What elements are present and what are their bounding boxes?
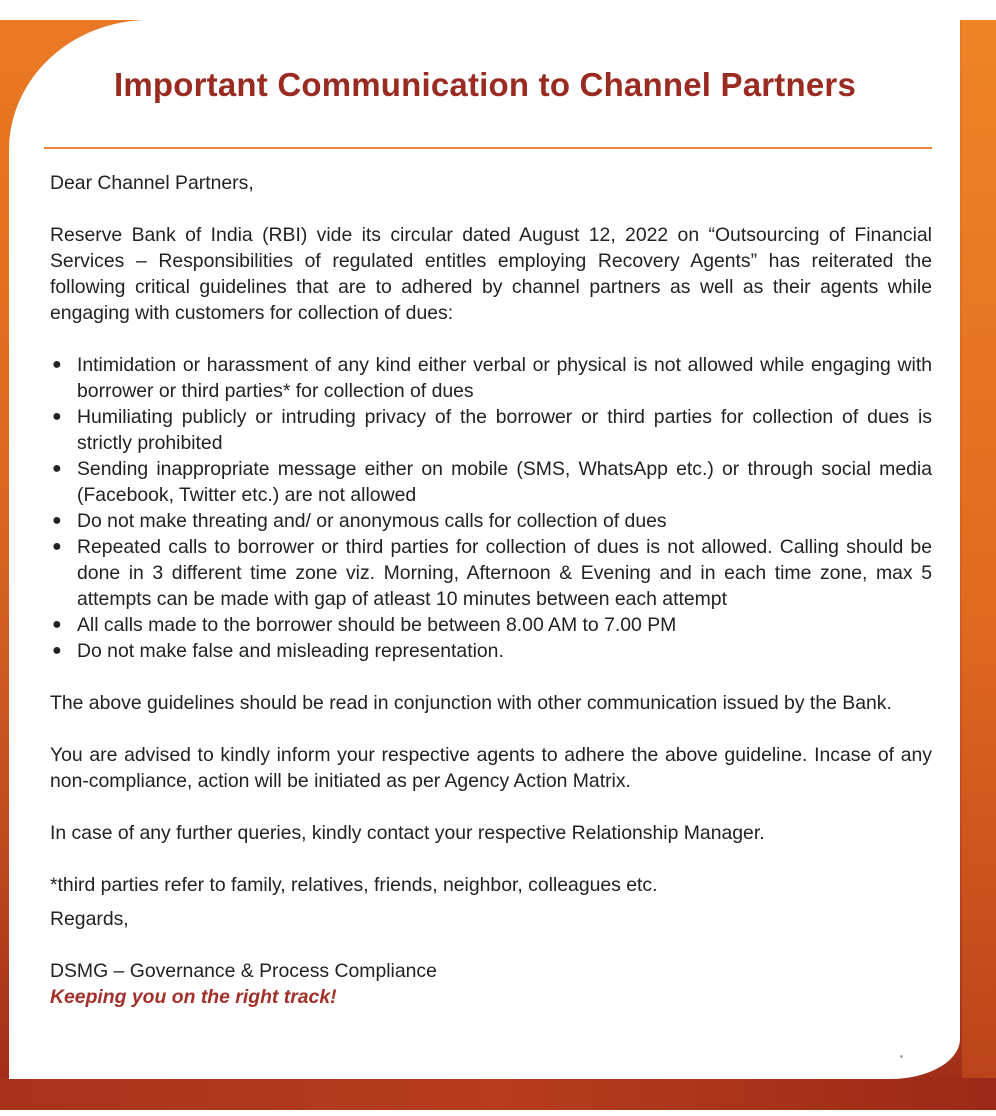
page-title: Important Communication to Channel Partners [114, 66, 856, 103]
intro-paragraph: Reserve Bank of India (RBI) vide its circular dated August 12, 2022 on “Outsourcing of Financial Services – Responsibilities of regulated entitles employing Recovery Agents” has reiterated the following critical guidelines that are to adhered by channel partners as well as their agents while engaging with customers for collection of dues: [50, 224, 932, 324]
greeting: Dear Channel Partners, [50, 172, 254, 194]
right-frame-edge [962, 0, 996, 1116]
notice-body [50, 170, 932, 1010]
bullet-icon: ● [52, 408, 62, 425]
list-item: ● Repeated calls to borrower or third parties for collection of dues is not allowed. Calling should be done in 3 different time zone viz. Morning, Afternoon & Evening and in each time zone, max 5 attempts can be made with gap of atleast 10 minutes between each attempt [52, 536, 932, 610]
conjunction-note: The above guidelines should be read in conjunction with other communication issued by the Bank. [50, 692, 892, 714]
decorative-dot [900, 1055, 903, 1058]
advice-paragraph: You are advised to kindly inform your respective agents to adhere the above guideline. Incase of any non-compliance, action will be initiated as per Agency Action Matrix. [50, 744, 932, 792]
list-item: ● All calls made to the borrower should be between 8.00 AM to 7.00 PM [52, 614, 677, 636]
list-item: ● Sending inappropriate message either on mobile (SMS, WhatsApp etc.) or through social media (Facebook, Twitter etc.) are not allowed [52, 458, 932, 506]
bullet-icon: ● [52, 616, 62, 633]
department-signature: DSMG – Governance & Process Compliance [50, 960, 437, 982]
bullet-icon: ● [52, 460, 62, 477]
list-item: ● Humiliating publicly or intruding privacy of the borrower or third parties for collection of dues is strictly prohibited [52, 406, 932, 454]
footnote: *third parties refer to family, relatives, friends, neighbor, colleagues etc. [50, 874, 658, 896]
bullet-icon: ● [52, 642, 62, 659]
top-white-strip [0, 0, 996, 20]
signoff: Regards, [50, 908, 129, 930]
bullet-icon: ● [52, 512, 62, 529]
header-divider [44, 147, 932, 149]
guidelines-list [50, 352, 932, 664]
list-item: ● Do not make false and misleading representation. [52, 640, 504, 662]
list-item: ● Do not make threating and/ or anonymous calls for collection of dues [52, 510, 667, 532]
tagline: Keeping you on the right track! [50, 986, 337, 1008]
bullet-icon: ● [52, 538, 62, 555]
bottom-white-strip [0, 1110, 996, 1116]
queries-paragraph: In case of any further queries, kindly contact your respective Relationship Manager. [50, 822, 765, 844]
bullet-icon: ● [52, 356, 62, 373]
list-item: ● Intimidation or harassment of any kind either verbal or physical is not allowed while engaging with borrower or third parties* for collection of dues [52, 354, 932, 402]
